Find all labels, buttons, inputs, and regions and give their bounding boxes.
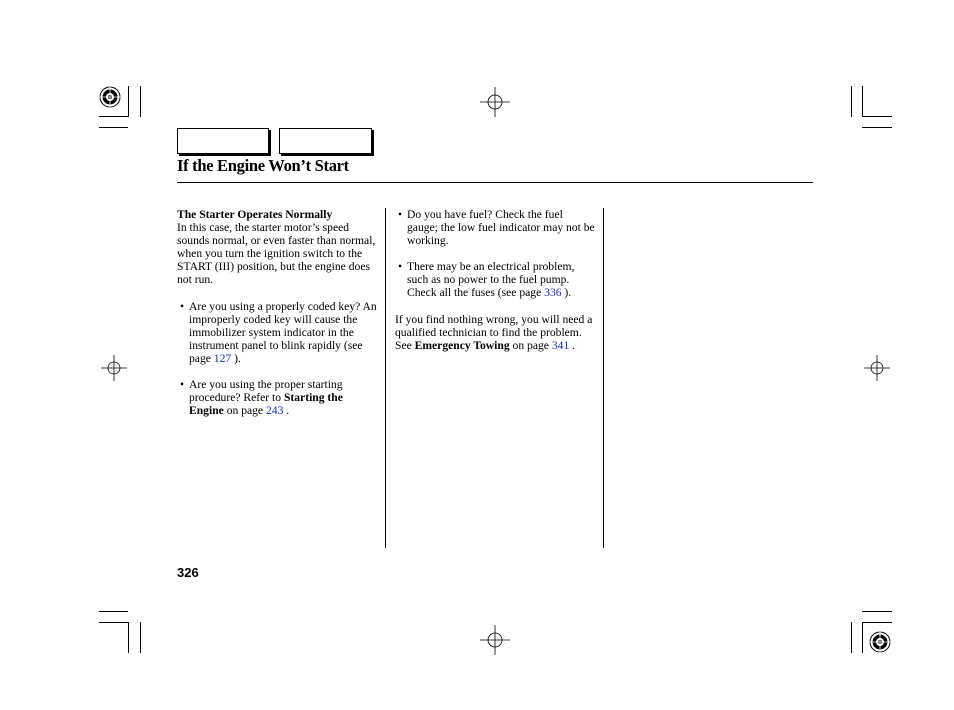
section-tab-2 (279, 128, 372, 154)
registration-target-icon (99, 86, 121, 108)
page-link[interactable]: 127 (213, 351, 232, 365)
bullet-dot: • (180, 299, 185, 313)
column-divider (603, 208, 604, 548)
bullet-item: • Are you using a properly coded key? An improperly coded key will cause the immobilizer system indicator in the instrument panel to blink rapidly (see page 127 ). (180, 299, 377, 365)
bullet-item: • Do you have fuel? Check the fuel gauge; the low fuel indicator may not be working. (398, 208, 595, 248)
bullet-dot: • (180, 378, 185, 392)
column-divider (385, 208, 386, 548)
crosshair-icon (480, 87, 510, 117)
registration-target-icon (869, 631, 891, 653)
crosshair-icon (101, 355, 127, 381)
page-link[interactable]: 336 (544, 286, 562, 300)
section-heading: The Starter Operates Normally (177, 208, 333, 221)
closing-paragraph: If you find nothing wrong, you will need a qualified technician to find the problem. See Emergency Towing on page 341 . (395, 312, 593, 352)
page-number: 326 (177, 565, 199, 580)
bullet-dot: • (398, 260, 403, 274)
middle-column (395, 208, 595, 352)
bullet-item: • There may be an electrical problem, such as no power to the fuel pump. Check all the fuses (see page 336 ). (398, 260, 575, 300)
section-tab-1 (177, 128, 269, 154)
crosshair-icon (864, 355, 890, 381)
bullet-dot: • (398, 208, 403, 221)
title-rule (177, 182, 813, 183)
crosshair-icon (480, 625, 510, 655)
page-title: If the Engine Won’t Start (177, 156, 349, 175)
reference-title: Emergency Towing (414, 338, 510, 352)
reference-title: Starting the Engine (189, 391, 343, 418)
page-link[interactable]: 341 (551, 338, 570, 352)
bullet-item: • Are you using the proper starting procedure? Refer to Starting the Engine on page 243 . (180, 378, 343, 418)
intro-paragraph: In this case, the starter motor’s speed sounds normal, or even faster than normal, when you turn the ignition switch to the START (III) position, but the engine does not run. (177, 221, 376, 287)
left-column (177, 208, 380, 417)
page-link[interactable]: 243 (265, 404, 284, 418)
